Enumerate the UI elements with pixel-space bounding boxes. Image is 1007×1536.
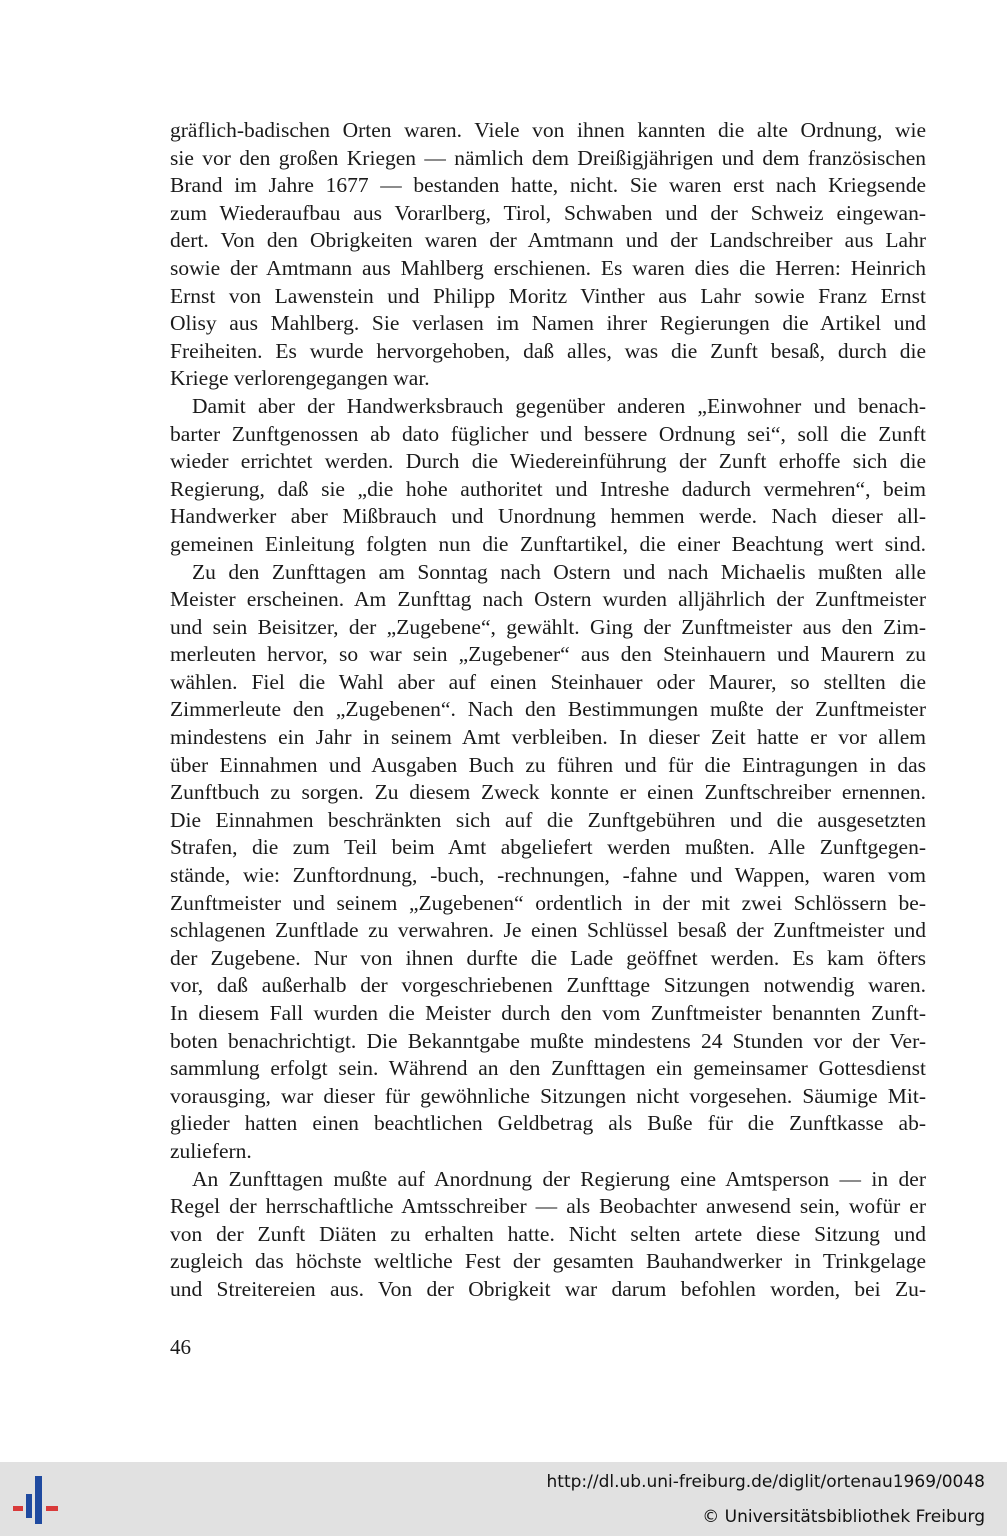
- text-line: Regel der herrschaftliche Amtsschreiber — als Beobachter anwesend sein, wofür er: [170, 1194, 926, 1219]
- text-line: gemeinen Einleitung folgten nun die Zunftartikel, die einer Beachtung wert sind.: [170, 531, 926, 556]
- text-line: Zunftmeister und seinem „Zugebenen“ ordentlich in der mit zwei Schlössern be-: [170, 890, 926, 915]
- text-line: barter Zunftgenossen ab dato füglicher und bessere Ordnung sei“, soll die Zunft: [170, 421, 926, 446]
- text-line: boten benachrichtigt. Die Bekanntgabe mußte mindestens 24 Stunden vor der Ver-: [170, 1028, 926, 1053]
- text-line: und sein Beisitzer, der „Zugebene“, gewählt. Ging der Zunftmeister aus den Zim-: [170, 614, 926, 639]
- text-line: Zimmerleute den „Zugebenen“. Nach den Bestimmungen mußte der Zunftmeister: [170, 697, 926, 722]
- text-line: zugleich das höchste weltliche Fest der gesamten Bauhandwerker in Trinkgelage: [170, 1249, 926, 1274]
- text-line: Ernst von Lawenstein und Philipp Moritz Vinther aus Lahr sowie Franz Ernst: [170, 283, 926, 308]
- text-line: Zunftbuch zu sorgen. Zu diesem Zweck konnte er einen Zunftschreiber ernennen.: [170, 780, 926, 805]
- text-line: Freiheiten. Es wurde hervorgehoben, daß alles, was die Zunft besaß, durch die: [170, 338, 926, 363]
- copyright-notice: © Universitätsbibliothek Freiburg: [702, 1507, 985, 1527]
- text-line: schlagenen Zunftlade zu verwahren. Je einen Schlüssel besaß der Zunftmeister und: [170, 918, 926, 943]
- text-line: Handwerker aber Mißbrauch und Unordnung hemmen werde. Nach dieser all-: [170, 504, 926, 529]
- text-line: gräflich-badischen Orten waren. Viele von ihnen kannten die alte Ordnung, wie: [170, 118, 926, 142]
- text-line: sammlung erfolgt sein. Während an den Zunfttagen ein gemeinsamer Gottesdienst: [170, 1056, 926, 1081]
- text-line: stände, wie: Zunftordnung, -buch, -rechnungen, -fahne und Wappen, waren vom: [170, 863, 926, 888]
- text-line: von der Zunft Diäten zu erhalten hatte. Nicht selten artete diese Sitzung und: [170, 1221, 926, 1246]
- text-line: sowie der Amtmann aus Mahlberg erschienen. Es waren dies die Herren: Heinrich: [170, 255, 926, 280]
- text-line: Damit aber der Handwerksbrauch gegenüber anderen „Einwohner und benach-: [192, 393, 926, 418]
- text-line: zum Wiederaufbau aus Vorarlberg, Tirol, Schwaben und der Schweiz eingewan-: [170, 200, 926, 225]
- body-text: [170, 117, 926, 1304]
- text-line: Brand im Jahre 1677 — bestanden hatte, nicht. Sie waren erst nach Kriegsende: [170, 173, 926, 198]
- text-line: An Zunfttagen mußte auf Anordnung der Regierung eine Amtsperson — in der: [192, 1166, 926, 1191]
- text-line: Zu den Zunfttagen am Sonntag nach Ostern und nach Michaelis mußten alle: [192, 559, 926, 584]
- text-line: und Streitereien aus. Von der Obrigkeit war darum befohlen worden, bei Zu-: [170, 1276, 926, 1301]
- text-line: wieder errichtet werden. Durch die Wiedereinführung der Zunft erhoffe sich die: [170, 449, 926, 474]
- text-line: In diesem Fall wurden die Meister durch den vom Zunftmeister benannten Zunft-: [170, 1001, 926, 1025]
- text-line: über Einnahmen und Ausgaben Buch zu führen und für die Eintragungen in das: [170, 752, 926, 777]
- text-line: wählen. Fiel die Wahl aber auf einen Steinhauer oder Maurer, so stellten die: [170, 669, 926, 694]
- text-line: mindestens ein Jahr in seinem Amt verbleiben. In dieser Zeit hatte er vor allem: [170, 725, 926, 750]
- text-line: vor, daß außerhalb der vorgeschriebenen Zunfttage Sitzungen notwendig waren.: [170, 973, 926, 998]
- source-url-link[interactable]: http://dl.ub.uni-freiburg.de/diglit/ortenau1969/0048: [546, 1472, 985, 1492]
- text-line: merleuten hervor, so war sein „Zugebener“ aus den Steinhauern und Maurern zu: [170, 642, 926, 667]
- text-line: glieder hatten einen beachtlichen Geldbetrag als Buße für die Zunftkasse ab-: [170, 1111, 926, 1136]
- text-line: der Zugebene. Nur von ihnen durfte die Lade geöffnet werden. Es kam öfters: [170, 945, 926, 970]
- text-line: Meister erscheinen. Am Zunfttag nach Ostern wurden alljährlich der Zunftmeister: [170, 587, 926, 612]
- footer-bar: [0, 1462, 1007, 1536]
- text-line: dert. Von den Obrigkeiten waren der Amtmann und der Landschreiber aus Lahr: [170, 228, 926, 253]
- library-logo-icon[interactable]: [10, 1474, 66, 1526]
- text-line: vorausging, war dieser für gewöhnliche Sitzungen nicht vorgesehen. Säumige Mit-: [170, 1083, 926, 1108]
- page-number: 46: [170, 1335, 191, 1359]
- text-line: Strafen, die zum Teil beim Amt abgeliefert werden mußten. Alle Zunftgegen-: [170, 835, 926, 860]
- text-line: Olisy aus Mahlberg. Sie verlasen im Namen ihrer Regierungen die Artikel und: [170, 311, 926, 336]
- text-line: zuliefern.: [170, 1138, 252, 1163]
- text-line: sie vor den großen Kriegen — nämlich dem Dreißigjährigen und dem französischen: [170, 145, 926, 170]
- text-line: Die Einnahmen beschränkten sich auf die Zunftgebühren und die ausgesetzten: [170, 807, 926, 832]
- text-line: Regierung, daß sie „die hohe authoritet und Intreshe dadurch vermehren“, beim: [170, 476, 926, 501]
- text-line: Kriege verlorengegangen war.: [170, 366, 430, 391]
